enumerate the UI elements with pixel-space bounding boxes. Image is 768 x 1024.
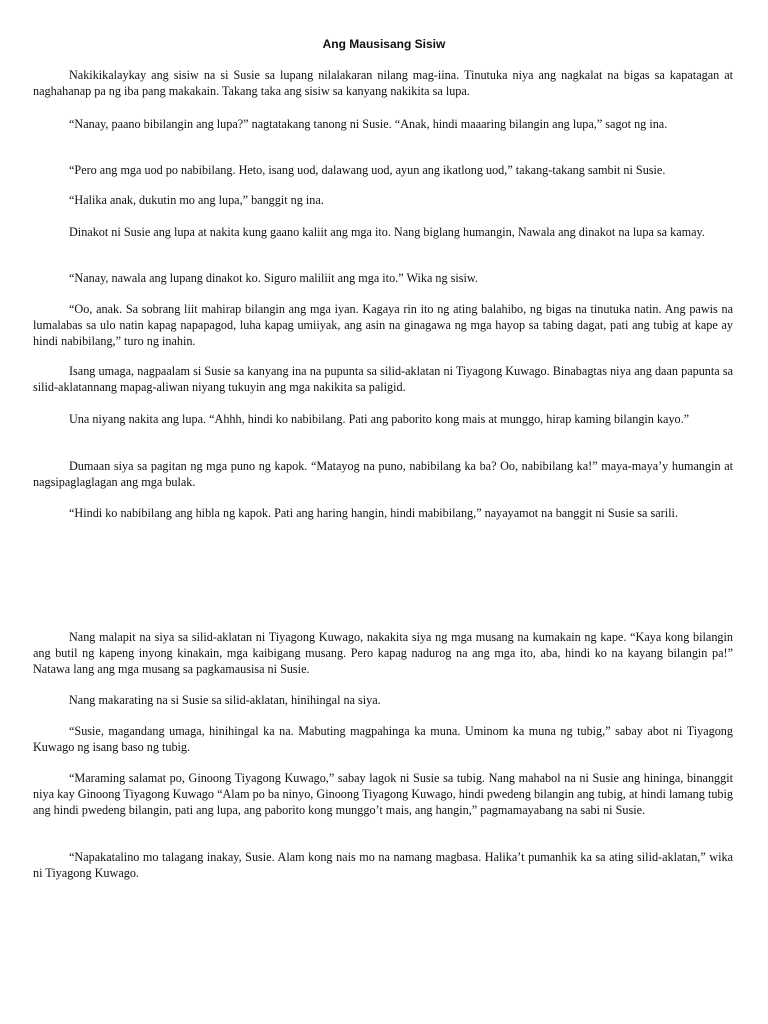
paragraph: Nang makarating na si Susie sa silid-aklatan, hinihingal na siya.: [69, 693, 381, 707]
paragraph: Dinakot ni Susie ang lupa at nakita kung gaano kaliit ang mga ito. Nang biglang humangin, Nawala ang dinakot na lupa sa kamay.: [69, 225, 705, 239]
paragraph: Nang malapit na siya sa silid-aklatan ni Tiyagong Kuwago, nakakita siya ng mga musang na kumakain ng kape. “Kaya kong bilangin ang butil ng kapeng inyong kinakain, mga kaibigang musang. Pero kapag nadurog na ang mga ito, aba, hindi ko na kayang bilangin pa!” Natawa lang ang mga musang sa pagkamausisa ni Susie.: [33, 630, 733, 676]
paragraph: “Nanay, paano bibilangin ang lupa?” nagtatakang tanong ni Susie. “Anak, hindi maaaring bilangin ang lupa,” sagot ng ina.: [69, 117, 668, 131]
paragraph: Isang umaga, nagpaalam si Susie sa kanyang ina na pupunta sa silid-aklatan ni Tiyagong Kuwago. Binabagtas niya ang daan papunta sa silid-aklatannang mapag-aliwan niyang tukuyin ang mga nakikita sa paligid.: [33, 364, 733, 394]
paragraph: “Susie, magandang umaga, hinihingal ka na. Mabuting magpahinga ka muna. Uminom ka muna ng tubig,” sabay abot ni Tiyagong Kuwago ng isang baso ng tubig.: [33, 724, 733, 754]
paragraph: “Nanay, nawala ang lupang dinakot ko. Siguro maliliit ang mga ito.” Wika ng sisiw.: [69, 271, 478, 285]
paragraph: Una niyang nakita ang lupa. “Ahhh, hindi ko nabibilang. Pati ang paborito kong mais at munggo, hirap kaming bilangin kayo.”: [69, 412, 690, 426]
paragraph: “Hindi ko nabibilang ang hibla ng kapok. Pati ang haring hangin, hindi mabibilang,” nayayamot na banggit ni Susie sa sarili.: [69, 506, 678, 520]
paragraph: Dumaan siya sa pagitan ng mga puno ng kapok. “Matayog na puno, nabibilang ka ba? Oo, nabibilang ka!” maya-maya’y humangin at nagsipaglaglagan ang mga bulak.: [33, 459, 733, 489]
paragraph: “Napakatalino mo talagang inakay, Susie. Alam kong nais mo na namang magbasa. Halika’t pumanhik ka sa ating silid-aklatan,” wika ni Tiyagong Kuwago.: [33, 850, 733, 880]
document-title: Ang Mausisang Sisiw: [322, 37, 446, 51]
paragraph: “Pero ang mga uod po nabibilang. Heto, isang uod, dalawang uod, ayun ang ikatlong uod,” takang-takang sambit ni Susie.: [69, 163, 666, 177]
paragraph: Nakikikalaykay ang sisiw na si Susie sa lupang nilalakaran nilang mag-iina. Tinutuka niya ang nagkalat na bigas sa kapatagan at naghahanap pa ng iba pang makakain. Takang taka ang sisiw sa kanyang nakikita sa lupa.: [33, 68, 733, 98]
paragraph: “Maraming salamat po, Ginoong Tiyagong Kuwago,” sabay lagok ni Susie sa tubig. Nang mahabol na ni Susie ang hininga, binanggit niya kay Ginoong Tiyagong Kuwago “Alam po ba ninyo, Ginoong Tiyagong Kuwago, hindi pwedeng bilangin ang tubig, at hindi lamang tubig ang hindi pwedeng bilangin, pati ang lupa, ang paborito kong munggo’t mais, ang hangin,” pagmamayabang na sabi ni Susie.: [33, 771, 733, 817]
paragraph: “Oo, anak. Sa sobrang liit mahirap bilangin ang mga iyan. Kagaya rin ito ng ating balahibo, ng bigas na tinutuka natin. Ang pawis na lumalabas sa ulo natin kapag napapagod, luha kapag umiiyak, ang asin na ginagawa ng mga hayop sa tabing dagat, pati ang tubig at kape ay hindi nabibilang,” turo ng inahin.: [33, 302, 733, 348]
paragraph: “Halika anak, dukutin mo ang lupa,” banggit ng ina.: [69, 193, 324, 207]
